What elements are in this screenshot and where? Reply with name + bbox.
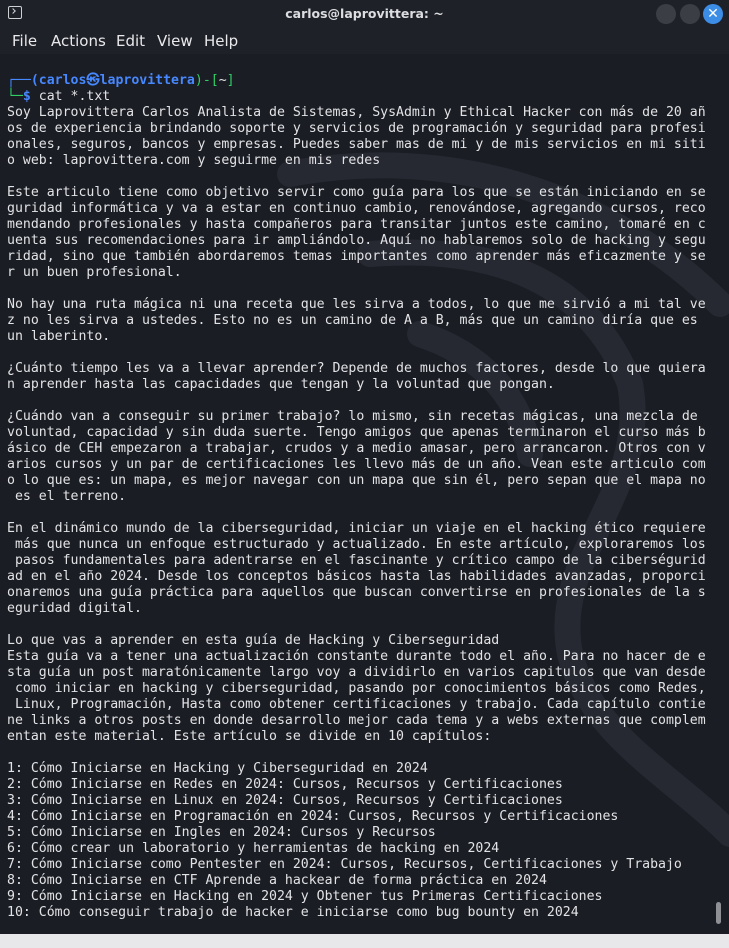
output-line: sta guía un post maratónicamente largo voy a dividirlo en varios capitulos que van desde (7, 665, 706, 680)
maximize-button[interactable] (680, 4, 700, 24)
menu-bar (0, 28, 729, 54)
output-line: 6: Cómo crear un laboratorio y herramientas de hacking en 2024 (7, 841, 500, 856)
output-line: Esta guía va a tener una actualización constante durante todo el año. Para no hacer de e (7, 649, 706, 664)
scrollbar-thumb[interactable] (716, 902, 721, 924)
output-line: 3: Cómo Iniciarse en Linux en 2024: Cursos, Recursos y Certificaciones (7, 793, 563, 808)
title-bar[interactable] (0, 0, 729, 28)
output-line: ¿Cuánto tiempo les va a llevar aprender? Depende de muchos factores, desde lo que quiera (7, 361, 706, 376)
terminal-output-area[interactable] (0, 54, 729, 934)
output-line: n aprender hasta las capacidades que tengan y la voluntad que pongan. (7, 377, 555, 392)
output-line: 8: Cómo Iniciarse en CTF Aprende a hackear de forma práctica en 2024 (7, 873, 547, 888)
prompt-dir: ~ (218, 73, 227, 88)
output-line: es el terreno. (7, 489, 127, 504)
output-line: 2: Cómo Iniciarse en Redes en 2024: Cursos, Recursos y Certificaciones (7, 777, 563, 792)
terminal-text (7, 73, 706, 921)
output-line: ridad, sino que también abordaremos temas importantes como aprender más eficazmente y se (7, 249, 706, 264)
output-line: pasos fundamentales para adentrarse en el fascinante y crítico campo de la ciberségurid (7, 553, 706, 568)
output-line: un laberinto. (7, 329, 111, 344)
window-title: carlos@laprovittera: ~ (285, 6, 444, 21)
output-line: onaremos una guía práctica para aquellos que buscan convertirse en profesionales de la s (7, 585, 706, 600)
output-line: entan este material. Este artículo se divide en 10 capítulos: (7, 729, 492, 744)
output-line: Linux, Programación, Hasta como obtener certificaciones y trabajo. Cada capítulo contie (7, 697, 706, 712)
prompt-line-1: ┌──(carlos㉿laprovittera)-[~] (7, 73, 235, 88)
prompt-line-2: └─$ cat *.txt (7, 89, 111, 104)
output-line: como iniciar en hacking y ciberseguridad, pasando por conocimientos básicos como Redes, (7, 681, 706, 696)
close-icon: ✕ (707, 6, 719, 22)
output-line: z no les sirva a ustedes. Esto no es un camino de A a B, más que un camino diría que es (7, 313, 698, 328)
menu-view[interactable]: View (157, 32, 193, 50)
output-line: mendando profesionales y hasta compañeros para transitar juntos este camino, tomaré en c (7, 217, 706, 232)
menu-actions[interactable]: Actions (51, 32, 106, 50)
output-line: os de experiencia brindando soporte y servicios de programación y seguridad para profesi (7, 121, 706, 136)
output-line: 10: Cómo conseguir trabajo de hacker e iniciarse como bug bounty en 2024 (7, 905, 579, 920)
command-output (7, 105, 706, 920)
prompt-at-icon: ㉿ (86, 73, 100, 88)
output-line: voluntad, capacidad y sin duda suerte. Tengo amigos que apenas terminaron el curso más b (7, 425, 706, 440)
output-line: 9: Cómo Iniciarse en Hacking en 2024 y Obtener tus Primeras Certificaciones (7, 889, 603, 904)
output-line: más que nunca un enfoque estructurado y actualizado. En este artículo, exploraremos los (7, 537, 706, 552)
output-line: Soy Laprovittera Carlos Analista de Sistemas, SysAdmin y Ethical Hacker con más de 20 añ (7, 105, 706, 120)
output-line: o web: laprovittera.com y seguirme en mis redes (7, 153, 381, 168)
output-line: Este articulo tiene como objetivo servir como guía para los que se están iniciando en se (7, 185, 706, 200)
output-line: ad en el año 2024. Desde los conceptos básicos hasta las habilidades avanzadas, proporci (7, 569, 706, 584)
close-button[interactable] (703, 4, 723, 24)
menu-help[interactable]: Help (204, 32, 239, 50)
output-line: eguridad digital. (7, 601, 142, 616)
menu-file[interactable]: File (12, 32, 38, 50)
output-line: Lo que vas a aprender en esta guía de Hacking y Ciberseguridad (7, 633, 500, 648)
output-line: ¿Cuándo van a conseguir su primer trabajo? lo mismo, sin recetas mágicas, una mezcla de (7, 409, 698, 424)
output-line: uenta sus recomendaciones para ir ampliándolo. Aquí no hablaremos solo de hacking y segu (7, 233, 706, 248)
output-line: 7: Cómo Iniciarse como Pentester en 2024: Cursos, Recursos, Certificaciones y Trabajo (7, 857, 682, 872)
output-line: 5: Cómo Iniciarse en Ingles en 2024: Cursos y Recursos (7, 825, 436, 840)
prompt-host: laprovittera (99, 73, 195, 88)
menu-edit[interactable]: Edit (116, 32, 146, 50)
output-line: 4: Cómo Iniciarse en Programación en 2024: Cursos, Recursos y Certificaciones (7, 809, 619, 824)
output-line: ne links a otros posts en donde desarrollo mejor cada tema y a webs externas que complem (7, 713, 706, 728)
minimize-button[interactable] (656, 4, 676, 24)
output-line: ásico de CEH empezaron a trabajar, crudos y a medio amasar, pero arrancaron. Otros con v (7, 441, 706, 456)
output-line: guridad informática y va a estar en continuo cambio, renovándose, agregando cursos, reco (7, 201, 706, 216)
bottom-panel-edge (0, 934, 729, 948)
output-line: r un buen profesional. (7, 265, 182, 280)
output-line: En el dinámico mundo de la ciberseguridad, iniciar un viaje en el hacking ético requiere (7, 521, 706, 536)
output-line: o lo que es: un mapa, es mejor navegar con un mapa que sin él, pero sepan que el mapa no (7, 473, 706, 488)
output-line: No hay una ruta mágica ni una receta que les sirva a todos, lo que me sirvió a mi tal ve (7, 297, 706, 312)
command-text: cat *.txt (30, 89, 111, 104)
output-line: 1: Cómo Iniciarse en Hacking y Ciberseguridad en 2024 (7, 761, 428, 776)
output-line: onales, seguros, bancos y empresas. Puedes saber mas de mi y de mis servicios en mi siti (7, 137, 706, 152)
output-line: arios cursos y un par de certificaciones les llevo más de un año. Vean este articulo com (7, 457, 706, 472)
prompt-user: carlos (38, 73, 87, 88)
prompt-dollar: $ (22, 89, 31, 104)
